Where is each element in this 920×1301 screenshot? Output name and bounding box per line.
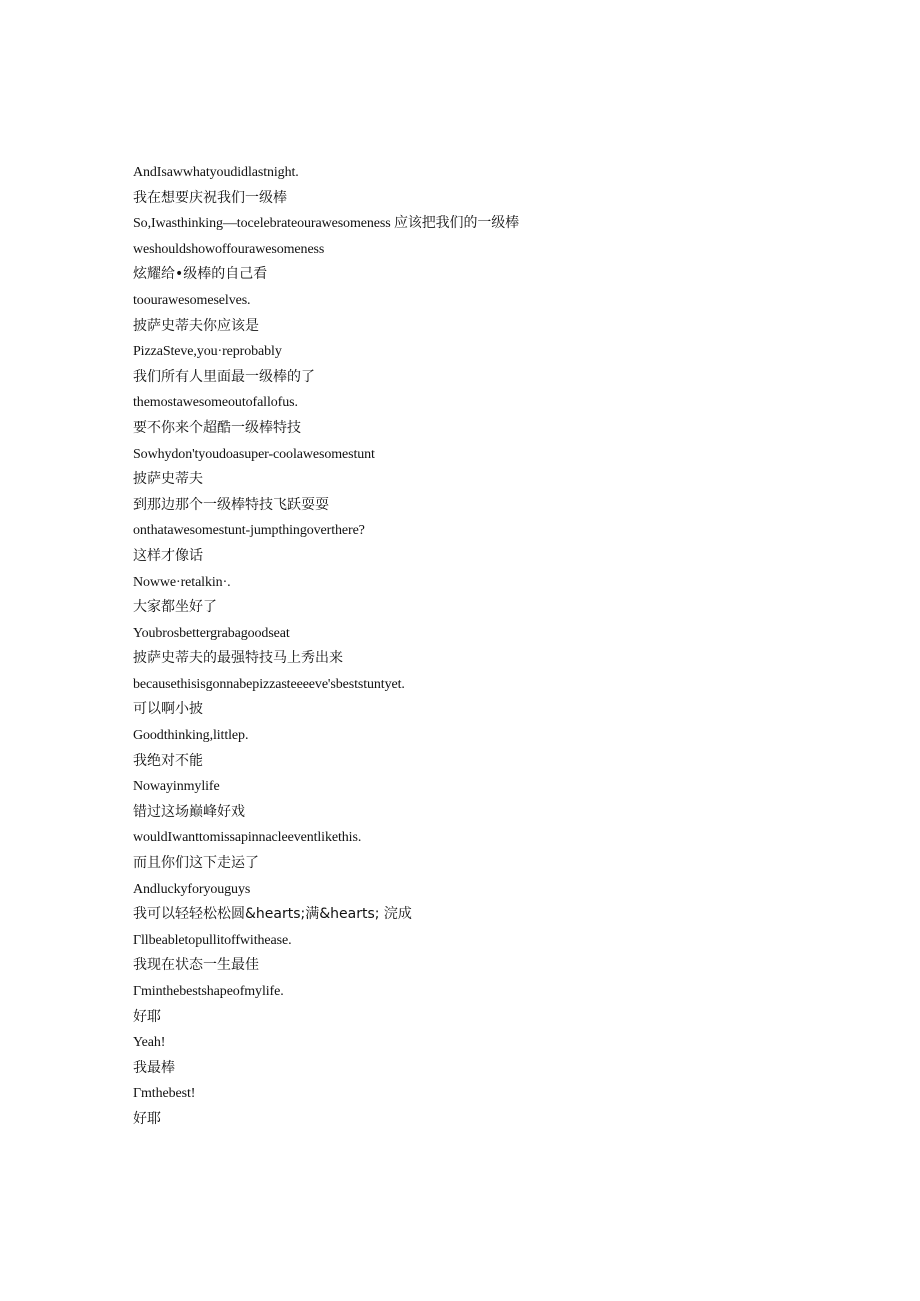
subtitle-lines [133,160,873,1133]
subtitle-line: 披萨史蒂夫的最强特技马上秀出来 [133,650,343,667]
subtitle-line: 我绝对不能 [133,752,203,769]
subtitle-line: 我现在状态一生最佳 [133,957,259,974]
subtitle-line: onthatawesomestunt-jumpthingoverthere? [133,523,365,539]
subtitle-line: So,Iwasthinking—tocelebrateourawesomeness 应该把我们的一级棒 [133,216,520,232]
subtitle-line: weshouldshowoffourawesomeness [133,241,325,257]
subtitle-line: Sowhydon'tyoudoasuper-coolawesomestunt [133,446,375,462]
subtitle-line: Γllbeabletopullitoffwithease. [133,932,292,948]
subtitle-line: 可以啊小披 [133,701,203,718]
subtitle-line: themostawesomeoutofallofus. [133,395,298,411]
subtitle-line: Γminthebestshapeofmylife. [133,984,284,999]
subtitle-line: 我可以轻轻松松圆&hearts;满&hearts; 浣成 [133,906,412,923]
subtitle-line: 我最棒 [133,1059,175,1076]
subtitle-line: 错过这场巅峰好戏 [133,803,245,820]
subtitle-line: 这样才像话 [133,547,203,564]
subtitle-line: Andluckyforyouguys [133,881,251,897]
subtitle-line: 我在想要庆祝我们一级棒 [133,189,287,206]
subtitle-line: 要不你来个超酷一级棒特技 [133,419,301,436]
subtitle-line: PizzaSteve,you·reprobably [133,344,282,360]
subtitle-line: Youbrosbettergrabagoodseat [133,625,290,641]
subtitle-line: 大家都坐好了 [133,599,217,616]
subtitle-line: AndIsawwhatyoudidlastnight. [133,165,299,180]
subtitle-line: 好耶 [133,1110,161,1127]
subtitle-line: 炫耀给•级棒的自己看 [133,266,268,283]
subtitle-line: wouldIwanttomissapinnacleeventlikethis. [133,830,362,846]
subtitle-line: Γmthebest! [133,1086,196,1102]
subtitle-line: Yeah! [133,1035,166,1051]
subtitle-line: Goodthinking,littlep. [133,728,249,744]
subtitle-line: Nowayinmylife [133,779,220,795]
subtitle-line: 到那边那个一级棒特技飞跃耍耍 [133,496,329,513]
subtitle-line: 好耶 [133,1008,161,1025]
subtitle-line: 我们所有人里面最一级棒的了 [133,368,315,385]
subtitle-line: 披萨史蒂夫 [133,471,203,488]
subtitle-line: toourawesomeselves. [133,292,251,308]
subtitle-line: 而且你们这下走运了 [133,855,259,872]
subtitle-line: 披萨史蒂夫你应该是 [133,317,259,334]
subtitle-line: becausethisisgonnabepizzasteeeeve'sbeststuntyet. [133,676,405,692]
subtitle-line: Nowwe·retalkin·. [133,574,231,590]
